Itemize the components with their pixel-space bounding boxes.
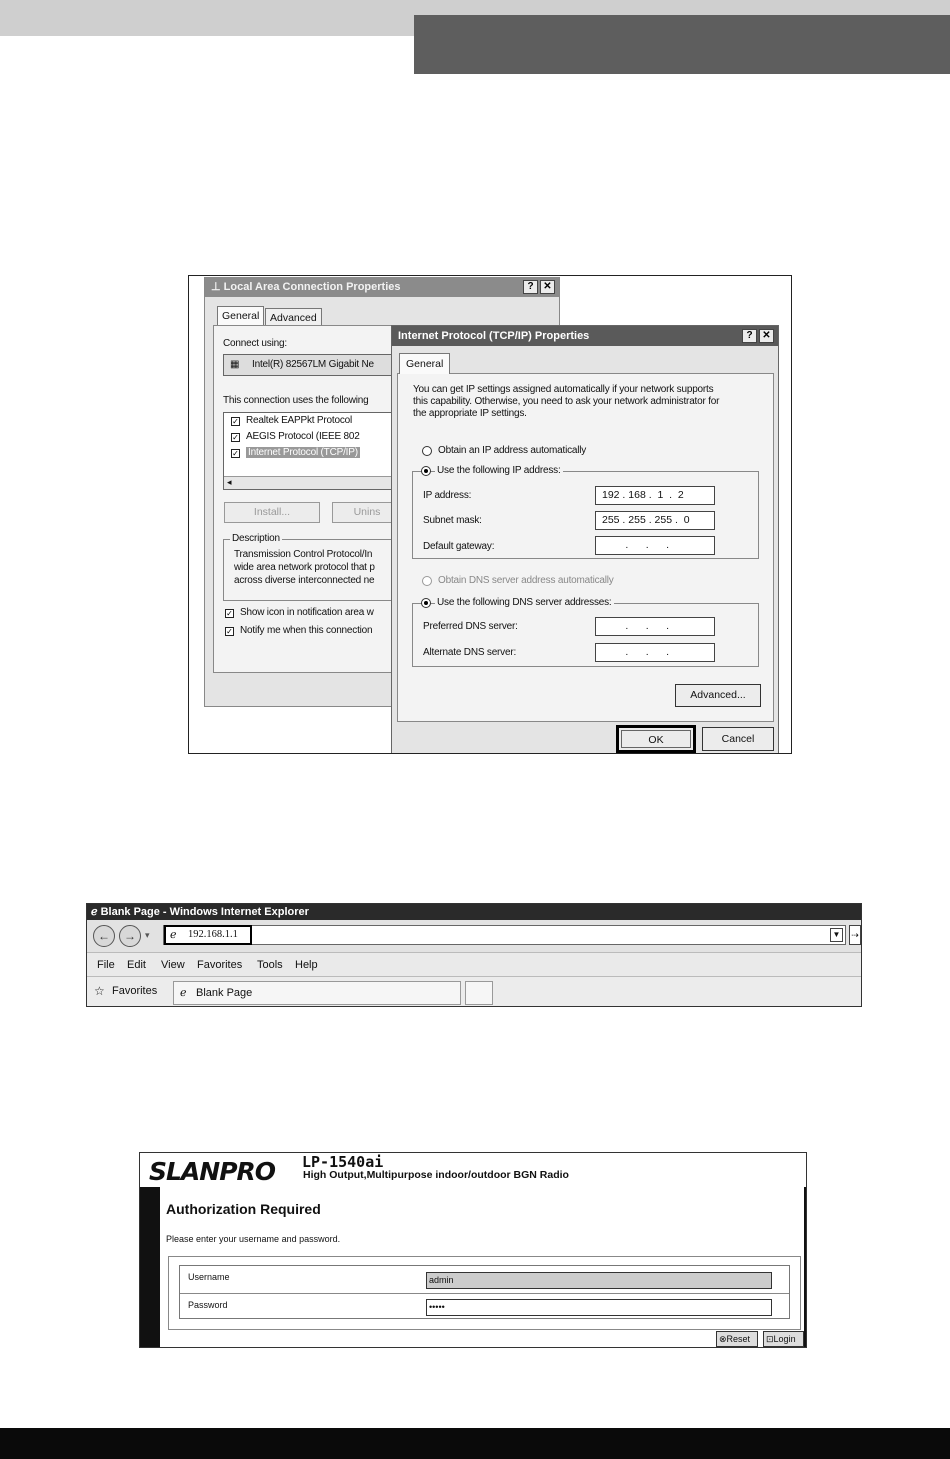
password-input[interactable]: ••••• (426, 1299, 772, 1316)
use-dns-label: Use the following DNS server addresses: (437, 597, 612, 608)
close-button[interactable]: ✕ (540, 280, 555, 294)
adapter-icon: ▦ (230, 359, 240, 370)
help-button[interactable]: ? (523, 280, 538, 294)
adapter-name: Intel(R) 82567LM Gigabit Ne (252, 359, 374, 370)
menu-file[interactable]: File (97, 959, 115, 971)
default-gateway-label: Default gateway: (423, 541, 495, 552)
tcpip-properties-window (391, 325, 779, 754)
lanpro-header (140, 1153, 806, 1187)
obtain-ip-label: Obtain an IP address automatically (438, 445, 587, 456)
checkbox[interactable]: ✓ (232, 417, 239, 426)
description-line: Transmission Control Protocol/In (234, 549, 373, 560)
lanpro-login-screenshot (139, 1152, 807, 1348)
tcp-title-bar (392, 326, 778, 346)
username-input[interactable]: admin (426, 1272, 772, 1289)
help-button[interactable]: ? (742, 329, 757, 343)
lac-title-bar (205, 277, 559, 297)
star-icon[interactable]: ☆ (94, 984, 105, 998)
new-tab-button[interactable] (465, 981, 493, 1005)
uses-label: This connection uses the following (223, 395, 369, 406)
page-icon: ℯ (170, 929, 177, 941)
subnet-mask-input[interactable]: 255 . 255 . 255 . 0 (595, 511, 715, 530)
notify-checkbox[interactable]: ✓ (226, 627, 233, 636)
alternate-dns-input[interactable]: . . . (595, 643, 715, 662)
login-table (179, 1265, 790, 1319)
list-item-selected[interactable]: Internet Protocol (TCP/IP) (248, 447, 358, 458)
network-properties-screenshot (188, 275, 792, 754)
advanced-button[interactable]: Advanced... (675, 684, 761, 707)
preferred-dns-label: Preferred DNS server: (423, 621, 518, 632)
show-icon-label: Show icon in notification area w (240, 607, 374, 618)
checkbox[interactable]: ✓ (232, 433, 239, 442)
obtain-dns-radio[interactable] (422, 576, 432, 586)
favorites-button[interactable]: Favorites (112, 985, 158, 997)
refresh-icon[interactable]: ⇢ (849, 925, 861, 945)
login-icon: ⊡ (766, 1334, 774, 1344)
tab-label: Blank Page (196, 987, 253, 999)
intro-line: this capability. Otherwise, you need to ask your network administrator for (413, 396, 720, 407)
alternate-dns-label: Alternate DNS server: (423, 647, 517, 658)
model-name: LP-1540ai (302, 1153, 384, 1171)
username-label: Username (188, 1272, 230, 1282)
forward-icon[interactable]: → (119, 925, 141, 947)
checkbox[interactable]: ✓ (232, 449, 239, 458)
login-form (168, 1256, 801, 1330)
scroll-left-icon[interactable]: ◂ (227, 477, 232, 487)
address-input[interactable]: 192.168.1.1 (188, 929, 238, 940)
reset-icon: ⊗ (719, 1334, 727, 1344)
lanpro-logo: SLANPRO (149, 1157, 276, 1186)
subnet-mask-label: Subnet mask: (423, 515, 482, 526)
network-icon: ⊥ (211, 281, 224, 293)
ie-nav-bar (87, 920, 861, 952)
description-line: wide area network protocol that p (234, 562, 375, 573)
menu-bar (87, 952, 861, 976)
ok-button[interactable]: OK (616, 725, 696, 753)
password-label: Password (188, 1300, 228, 1310)
page-footer-bar (0, 1428, 950, 1459)
tcp-title: Internet Protocol (TCP/IP) Properties (398, 330, 590, 342)
cancel-button[interactable]: Cancel (702, 727, 774, 751)
connect-using-label: Connect using: (223, 338, 287, 349)
tab-advanced[interactable]: Advanced (265, 308, 322, 327)
intro-line: You can get IP settings assigned automatically if your network supports (413, 384, 714, 395)
menu-tools[interactable]: Tools (257, 959, 283, 971)
menu-view[interactable]: View (161, 959, 185, 971)
login-label: Login (773, 1334, 796, 1344)
content-area (160, 1187, 804, 1347)
instruction-text: Please enter your username and password. (166, 1234, 341, 1244)
notify-label: Notify me when this connection (240, 625, 373, 636)
page-icon: ℯ (180, 987, 187, 999)
list-item[interactable]: AEGIS Protocol (IEEE 802 (246, 431, 360, 442)
internet-explorer-screenshot (86, 903, 862, 1007)
ip-address-label: IP address: (423, 490, 472, 501)
ie-title-bar (87, 904, 861, 920)
show-icon-checkbox[interactable]: ✓ (226, 609, 233, 618)
model-subtitle: High Output,Multipurpose indoor/outdoor BGN Radio (303, 1169, 569, 1181)
use-dns-radio[interactable] (421, 598, 431, 608)
tab-blank-page[interactable] (173, 981, 461, 1005)
address-bar[interactable] (163, 925, 846, 945)
menu-favorites[interactable]: Favorites (197, 959, 243, 971)
favorites-bar (87, 976, 861, 1006)
tab-general[interactable]: General (399, 353, 450, 374)
reset-label: Reset (726, 1334, 751, 1344)
page-header-block (414, 15, 950, 74)
default-gateway-input[interactable]: . . . (595, 536, 715, 555)
page-title: Authorization Required (166, 1201, 321, 1217)
intro-line: the appropriate IP settings. (413, 408, 527, 419)
reset-button[interactable] (716, 1331, 758, 1347)
login-button[interactable] (763, 1331, 804, 1347)
obtain-dns-label: Obtain DNS server address automatically (438, 575, 614, 586)
close-button[interactable]: ✕ (759, 329, 774, 343)
uninstall-button[interactable]: Unins (332, 502, 402, 523)
description-line: across diverse interconnected ne (234, 575, 375, 586)
ip-address-group (412, 465, 759, 559)
tcp-general-panel (397, 373, 774, 722)
address-dropdown-icon[interactable]: ▼ (830, 928, 843, 942)
lac-title: Local Area Connection Properties (223, 281, 401, 293)
obtain-ip-radio[interactable] (422, 446, 432, 456)
ie-title: Blank Page - Windows Internet Explorer (100, 906, 309, 918)
dns-group (412, 597, 759, 667)
content-frame (140, 1187, 806, 1347)
use-ip-label: Use the following IP address: (437, 465, 561, 476)
preferred-dns-input[interactable]: . . . (595, 617, 715, 636)
menu-edit[interactable]: Edit (127, 959, 146, 971)
history-dropdown-icon[interactable]: ▾ (145, 930, 150, 940)
ie-icon: ℯ (91, 906, 101, 918)
list-item[interactable]: Realtek EAPPkt Protocol (246, 415, 353, 426)
tab-general[interactable]: General (217, 306, 264, 325)
install-button[interactable]: Install... (224, 502, 320, 523)
back-icon[interactable]: ← (93, 925, 115, 947)
menu-help[interactable]: Help (295, 959, 318, 971)
description-label: Description (232, 533, 280, 544)
use-ip-radio[interactable] (421, 466, 431, 476)
ip-address-input[interactable]: 192 . 168 . 1 . 2 (595, 486, 715, 505)
row-divider (180, 1293, 789, 1294)
